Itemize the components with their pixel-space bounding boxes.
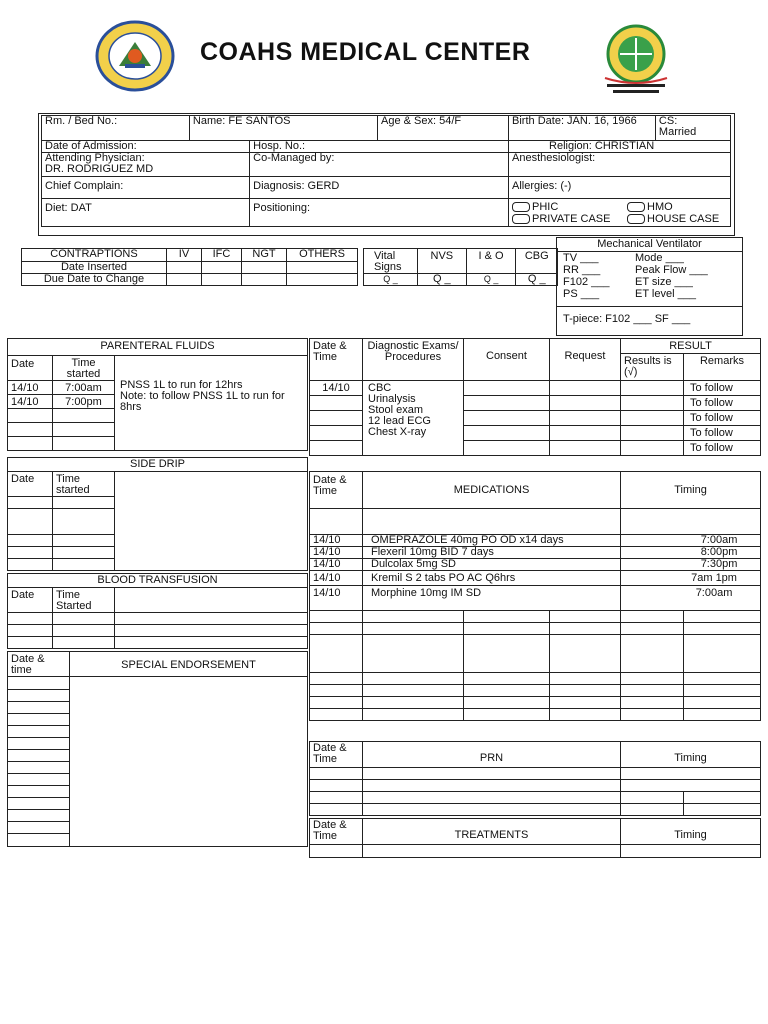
prn-order-cell[interactable] — [363, 768, 621, 780]
dx-consent-cell[interactable] — [464, 381, 550, 396]
dx-remarks-header: Remarks — [684, 354, 761, 381]
dx-request-cell[interactable] — [550, 441, 621, 456]
phic-option[interactable] — [512, 202, 627, 213]
medications-table — [309, 471, 761, 721]
se-date-cell[interactable] — [8, 810, 70, 822]
pf-time-cell[interactable] — [53, 409, 115, 423]
parenteral-fluids-title: PARENTERAL FLUIDS — [8, 339, 308, 356]
patient-name-field[interactable]: Name: FE SANTOS — [189, 116, 377, 141]
peak-flow-field: Peak Flow ___ — [635, 264, 708, 276]
dx-results-cell[interactable] — [621, 411, 684, 426]
patient-info-table — [41, 115, 731, 227]
bt-order-cell[interactable] — [115, 613, 308, 625]
pf-order-1: PNSS 1L to run for 12hrs — [120, 379, 243, 391]
dx-date-cell[interactable]: 14/10 — [310, 381, 363, 396]
med-timing-cell[interactable]: 7:30pm — [621, 559, 761, 571]
et-level-field: ET level ___ — [635, 288, 696, 300]
prn-date-cell[interactable] — [310, 804, 363, 816]
pf-date-cell[interactable]: 14/10 — [8, 381, 53, 395]
dx-consent-cell[interactable] — [464, 426, 550, 441]
sd-time-cell[interactable] — [53, 547, 115, 559]
allergies-field[interactable]: Allergies: (-) — [509, 177, 731, 199]
med-cell[interactable] — [684, 673, 761, 685]
dx-request-cell[interactable] — [550, 426, 621, 441]
med-timing-cell[interactable]: 8:00pm — [621, 547, 761, 559]
med-cell[interactable] — [464, 623, 550, 635]
dx-date-time-header: Date & Time — [310, 339, 363, 381]
tx-timing-header: Timing — [621, 819, 761, 845]
chief-complain-field[interactable]: Chief Complain: — [42, 177, 250, 199]
dx-remarks-cell[interactable]: To follow — [684, 426, 761, 441]
diagnostics-table — [309, 338, 761, 456]
med-cell[interactable] — [621, 673, 684, 685]
ngt-date-inserted-cell[interactable] — [242, 262, 287, 274]
tx-timing-cell[interactable] — [621, 845, 761, 858]
se-date-cell[interactable] — [8, 726, 70, 738]
nvs-frequency[interactable]: Q _ — [417, 274, 466, 286]
med-cell[interactable] — [621, 685, 684, 697]
dx-remarks-cell[interactable]: To follow — [684, 441, 761, 456]
dx-item: 12 lead ECG — [368, 415, 431, 427]
med-cell[interactable] — [621, 709, 684, 721]
med-cell[interactable] — [621, 697, 684, 709]
cbg-header: CBG — [516, 249, 558, 274]
med-cell[interactable] — [684, 697, 761, 709]
special-endorsement-title: SPECIAL ENDORSEMENT — [70, 652, 308, 677]
med-name-cell[interactable]: Dulcolax 5mg SD — [363, 559, 621, 571]
se-date-cell[interactable] — [8, 702, 70, 714]
med-date-cell[interactable] — [310, 611, 363, 623]
pf-date-header: Date — [8, 356, 53, 381]
med-timing-cell[interactable]: 7:00am — [621, 535, 761, 547]
ventilator-row[interactable] — [557, 252, 742, 264]
tx-order-cell[interactable] — [363, 845, 621, 858]
private-case-option[interactable] — [512, 214, 627, 225]
nursing-logo — [595, 22, 677, 96]
pf-orders-cell[interactable] — [115, 356, 308, 451]
private-case-label: PRIVATE CASE — [532, 213, 611, 225]
house-case-checkbox[interactable] — [627, 214, 645, 224]
med-cell[interactable] — [621, 623, 684, 635]
prn-date-cell[interactable] — [310, 792, 363, 804]
dx-item: CBC — [368, 382, 392, 394]
cs-value: Married — [658, 126, 697, 138]
prn-title: PRN — [363, 742, 621, 768]
se-date-cell[interactable] — [8, 822, 70, 834]
bt-date-cell[interactable] — [8, 613, 53, 625]
med-cell[interactable] — [464, 709, 550, 721]
ventilator-row[interactable] — [557, 276, 742, 288]
iv-due-date-cell[interactable] — [167, 274, 202, 286]
pf-date-cell[interactable]: 14/10 — [8, 395, 53, 409]
med-cell[interactable] — [464, 673, 550, 685]
med-date-cell[interactable]: 14/10 — [310, 535, 363, 547]
civil-status-field[interactable] — [655, 116, 730, 141]
med-name-cell[interactable]: Flexeril 10mg BID 7 days — [363, 547, 621, 559]
blood-transfusion-table — [7, 573, 308, 649]
med-cell[interactable] — [363, 709, 464, 721]
med-cell[interactable] — [550, 635, 621, 673]
house-case-option[interactable] — [627, 214, 719, 225]
bt-date-cell[interactable] — [8, 625, 53, 637]
sd-date-cell[interactable] — [8, 535, 53, 547]
med-cell[interactable] — [464, 685, 550, 697]
side-drip-title: SIDE DRIP — [8, 458, 308, 472]
dx-date-cell[interactable] — [310, 441, 363, 456]
se-date-cell[interactable] — [8, 690, 70, 702]
phic-checkbox[interactable] — [512, 202, 530, 212]
pf-time-cell[interactable]: 7:00pm — [53, 395, 115, 409]
pf-order-2: Note: to follow PNSS 1L to run for 8hrs — [120, 390, 285, 413]
med-date-cell[interactable] — [310, 697, 363, 709]
prn-timing-header: Timing — [621, 742, 761, 768]
dx-date-cell[interactable] — [310, 396, 363, 411]
sd-date-cell[interactable] — [8, 497, 53, 509]
religion-field[interactable]: Religion: CHRISTIAN — [509, 141, 731, 153]
med-date-cell[interactable] — [310, 685, 363, 697]
prn-timing-cell[interactable] — [621, 768, 761, 780]
med-cell[interactable] — [621, 635, 684, 673]
ventilator-box — [556, 237, 743, 336]
med-cell[interactable] — [464, 635, 550, 673]
blood-transfusion-title: BLOOD TRANSFUSION — [8, 574, 308, 588]
med-cell[interactable] — [684, 635, 761, 673]
rm-bed-field[interactable]: Rm. / Bed No.: — [42, 116, 190, 141]
prn-date-cell[interactable] — [310, 780, 363, 792]
dx-result-header: RESULT — [621, 339, 761, 354]
hmo-label: HMO — [647, 201, 673, 213]
bt-date-header: Date — [8, 588, 53, 613]
med-cell[interactable] — [464, 611, 550, 623]
sd-date-header: Date — [8, 472, 53, 497]
hmo-option[interactable] — [627, 202, 673, 213]
med-date-cell[interactable] — [310, 635, 363, 673]
contraptions-header: CONTRAPTIONS — [22, 249, 167, 262]
positioning-field[interactable]: Positioning: — [250, 199, 509, 227]
page-title: COAHS MEDICAL CENTER — [200, 38, 531, 66]
med-cell[interactable] — [550, 623, 621, 635]
med-cell[interactable] — [550, 611, 621, 623]
sd-orders-cell[interactable] — [115, 472, 308, 571]
dx-request-header: Request — [550, 339, 621, 381]
treatments-table — [309, 818, 761, 858]
se-date-cell[interactable] — [8, 786, 70, 798]
dx-date-cell[interactable] — [310, 411, 363, 426]
med-cell[interactable] — [550, 697, 621, 709]
sd-time-header: Time started — [53, 472, 115, 497]
tv-field: TV ___ — [563, 252, 599, 264]
date-inserted-label: Date Inserted — [22, 262, 167, 274]
dx-results-cell[interactable] — [621, 381, 684, 396]
med-name-cell[interactable]: Kremil S 2 tabs PO AC Q6hrs — [363, 571, 621, 586]
dx-item: Urinalysis — [368, 393, 416, 405]
pf-time-header: Time started — [53, 356, 115, 381]
case-type-field — [509, 199, 731, 227]
prn-table — [309, 741, 761, 816]
bt-order-cell[interactable] — [115, 637, 308, 649]
med-date-cell[interactable] — [310, 673, 363, 685]
vital-signs-header: Vital Signs — [364, 249, 418, 274]
cs-label: CS: — [658, 115, 678, 127]
med-timing-cell[interactable]: 7am 1pm — [621, 571, 761, 586]
ventilator-title: Mechanical Ventilator — [557, 238, 742, 252]
med-date-cell[interactable] — [310, 623, 363, 635]
med-cell[interactable] — [684, 685, 761, 697]
bt-time-cell[interactable] — [53, 625, 115, 637]
med-cell[interactable] — [363, 611, 464, 623]
se-date-cell[interactable] — [8, 798, 70, 810]
med-cell[interactable] — [550, 673, 621, 685]
med-date-cell[interactable]: 14/10 — [310, 559, 363, 571]
date-admission-field[interactable]: Date of Admission: — [42, 141, 250, 153]
side-drip-table — [7, 457, 308, 571]
med-cell[interactable] — [550, 685, 621, 697]
ifc-header: IFC — [202, 249, 242, 262]
dx-consent-header: Consent — [464, 339, 550, 381]
dx-results-cell[interactable] — [621, 441, 684, 456]
ifc-due-date-cell[interactable] — [202, 274, 242, 286]
iv-date-inserted-cell[interactable] — [167, 262, 202, 274]
ngt-header: NGT — [242, 249, 287, 262]
dx-consent-cell[interactable] — [464, 411, 550, 426]
prn-timing-cell[interactable] — [621, 792, 684, 804]
med-date-cell[interactable]: 14/10 — [310, 586, 363, 611]
prn-date-time-header: Date & Time — [310, 742, 363, 768]
tx-date-cell[interactable] — [310, 845, 363, 858]
se-date-header: Date & time — [8, 652, 70, 677]
ventilator-row[interactable] — [557, 288, 742, 300]
dx-request-cell[interactable] — [550, 381, 621, 396]
bt-date-cell[interactable] — [8, 637, 53, 649]
dx-item: Chest X-ray — [368, 426, 427, 438]
hosp-no-field[interactable]: Hosp. No.: — [250, 141, 509, 153]
prn-order-cell[interactable] — [363, 792, 621, 804]
due-date-label: Due Date to Change — [22, 274, 167, 286]
sd-time-cell[interactable] — [53, 497, 115, 509]
anesthesiologist-field[interactable]: Anesthesiologist: — [509, 153, 731, 177]
med-name-cell[interactable]: Morphine 10mg IM SD — [363, 586, 621, 611]
se-date-cell[interactable] — [8, 834, 70, 847]
med-date-cell[interactable]: 14/10 — [310, 571, 363, 586]
medications-title: MEDICATIONS — [363, 472, 621, 509]
pf-time-cell[interactable] — [53, 437, 115, 451]
med-cell[interactable] — [363, 623, 464, 635]
med-timing-cell[interactable]: 7:00am — [621, 586, 761, 611]
bt-time-header: Time Started — [53, 588, 115, 613]
dx-exams-header: Diagnostic Exams/ Procedures — [363, 339, 464, 381]
tx-date-time-header: Date & Time — [310, 819, 363, 845]
co-managed-field[interactable]: Co-Managed by: — [250, 153, 509, 177]
mode-field: Mode ___ — [635, 252, 684, 264]
sd-time-cell[interactable] — [53, 509, 115, 535]
med-date-cell[interactable] — [310, 709, 363, 721]
dx-request-cell[interactable] — [550, 411, 621, 426]
ventilator-row[interactable] — [557, 264, 742, 276]
sd-time-cell[interactable] — [53, 559, 115, 571]
sd-date-cell[interactable] — [8, 509, 53, 535]
med-cell[interactable] — [684, 623, 761, 635]
med-cell[interactable] — [550, 709, 621, 721]
f102-field: F102 ___ — [563, 276, 610, 288]
dx-consent-cell[interactable] — [464, 441, 550, 456]
se-notes-cell[interactable] — [70, 677, 308, 847]
treatments-title: TREATMENTS — [363, 819, 621, 845]
med-cell[interactable] — [363, 685, 464, 697]
med-cell[interactable] — [363, 697, 464, 709]
med-cell[interactable] — [363, 635, 464, 673]
dx-consent-cell[interactable] — [464, 396, 550, 411]
pf-date-cell[interactable] — [8, 409, 53, 423]
med-cell[interactable] — [684, 611, 761, 623]
others-header: OTHERS — [287, 249, 358, 262]
med-name-cell[interactable]: OMEPRAZOLE 40mg PO OD x14 days — [363, 535, 621, 547]
house-case-label: HOUSE CASE — [647, 213, 720, 225]
prn-timing-cell[interactable] — [621, 804, 684, 816]
med-date-time-header: Date & Time — [310, 472, 363, 509]
prn-order-cell[interactable] — [363, 780, 621, 792]
se-date-cell[interactable] — [8, 762, 70, 774]
se-date-cell[interactable] — [8, 677, 70, 690]
dx-remarks-cell[interactable]: To follow — [684, 396, 761, 411]
pf-time-cell[interactable] — [53, 423, 115, 437]
dx-request-cell[interactable] — [550, 396, 621, 411]
dx-item: Stool exam — [368, 404, 424, 416]
prn-date-cell[interactable] — [310, 768, 363, 780]
diet-field[interactable]: Diet: DAT — [42, 199, 250, 227]
private-case-checkbox[interactable] — [512, 214, 530, 224]
dx-remarks-cell[interactable]: To follow — [684, 381, 761, 396]
diagnosis-field[interactable]: Diagnosis: GERD — [250, 177, 509, 199]
attending-value: DR. RODRIGUEZ MD — [45, 163, 154, 175]
pf-time-cell[interactable]: 7:00am — [53, 381, 115, 395]
pf-date-cell[interactable] — [8, 437, 53, 451]
birth-date-field[interactable]: Birth Date: JAN. 16, 1966 — [509, 116, 656, 141]
tpiece-field[interactable]: T-piece: F102 ___ SF ___ — [557, 306, 742, 325]
dx-results-is-header: Results is (√) — [621, 354, 684, 381]
vitals-table — [363, 248, 558, 286]
dx-date-cell[interactable] — [310, 426, 363, 441]
med-date-cell[interactable] — [310, 509, 363, 535]
io-frequency[interactable]: Q _ — [466, 274, 516, 286]
se-date-cell[interactable] — [8, 750, 70, 762]
dx-results-cell[interactable] — [621, 426, 684, 441]
attending-physician-field[interactable] — [42, 153, 250, 177]
university-seal-logo — [95, 20, 175, 92]
sd-time-cell[interactable] — [53, 535, 115, 547]
med-name-cell[interactable] — [363, 509, 621, 535]
bt-time-cell[interactable] — [53, 637, 115, 649]
med-date-cell[interactable]: 14/10 — [310, 547, 363, 559]
med-timing-header: Timing — [621, 472, 761, 509]
ngt-due-date-cell[interactable] — [242, 274, 287, 286]
sd-date-cell[interactable] — [8, 559, 53, 571]
med-cell[interactable] — [363, 673, 464, 685]
pf-date-cell[interactable] — [8, 423, 53, 437]
io-header: I & O — [466, 249, 516, 274]
rr-field: RR ___ — [563, 264, 601, 276]
nvs-header: NVS — [417, 249, 466, 274]
med-cell[interactable] — [464, 697, 550, 709]
phic-label: PHIC — [532, 201, 559, 213]
prn-timing-cell[interactable] — [684, 804, 761, 816]
others-date-inserted-cell[interactable] — [287, 262, 358, 274]
ps-field: PS ___ — [563, 288, 600, 300]
prn-order-cell[interactable] — [363, 804, 621, 816]
cbg-frequency[interactable]: Q _ — [516, 274, 558, 286]
prn-timing-cell[interactable] — [684, 792, 761, 804]
dx-results-cell[interactable] — [621, 396, 684, 411]
sd-date-cell[interactable] — [8, 547, 53, 559]
dx-exams-cell[interactable] — [363, 381, 464, 456]
bt-orders-cell[interactable] — [115, 588, 308, 613]
attending-label: Attending Physician: — [45, 152, 145, 164]
age-sex-field[interactable]: Age & Sex: 54/F — [378, 116, 509, 141]
prn-timing-cell[interactable] — [621, 780, 761, 792]
med-cell[interactable] — [684, 709, 761, 721]
bt-time-cell[interactable] — [53, 613, 115, 625]
bt-order-cell[interactable] — [115, 625, 308, 637]
vital-signs-frequency[interactable]: Q _ — [364, 274, 418, 286]
ifc-date-inserted-cell[interactable] — [202, 262, 242, 274]
se-date-cell[interactable] — [8, 738, 70, 750]
hmo-checkbox[interactable] — [627, 202, 645, 212]
parenteral-fluids-table — [7, 338, 308, 451]
iv-header: IV — [167, 249, 202, 262]
se-date-cell[interactable] — [8, 714, 70, 726]
dx-remarks-cell[interactable]: To follow — [684, 411, 761, 426]
special-endorsement-table — [7, 651, 308, 847]
et-size-field: ET size ___ — [635, 276, 693, 288]
med-timing-cell[interactable] — [621, 509, 761, 535]
med-cell[interactable] — [621, 611, 684, 623]
se-date-cell[interactable] — [8, 774, 70, 786]
others-due-date-cell[interactable] — [287, 274, 358, 286]
contraptions-table — [21, 248, 358, 286]
